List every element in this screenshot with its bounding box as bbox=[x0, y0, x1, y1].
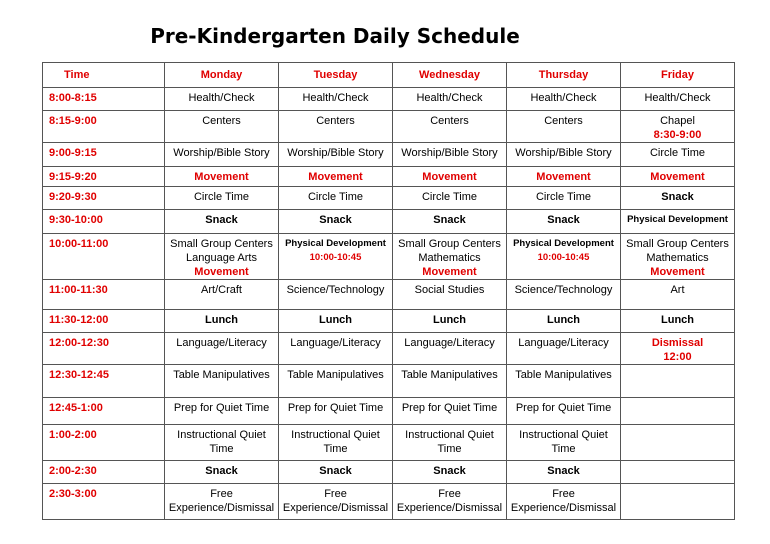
time-label: 9:00-9:15 bbox=[49, 147, 97, 159]
activity-line: Worship/Bible Story bbox=[401, 147, 498, 159]
activity-line: Movement bbox=[422, 266, 477, 278]
activity-line: Snack bbox=[433, 465, 466, 477]
activity-line: Worship/Bible Story bbox=[287, 147, 384, 159]
activity-line: Dismissal bbox=[651, 337, 704, 349]
schedule-cell bbox=[279, 461, 393, 484]
time-cell bbox=[43, 461, 165, 484]
schedule-cell bbox=[507, 280, 621, 310]
activity-line: Instructional Quiet bbox=[519, 429, 608, 441]
activity-line: Instructional Quiet bbox=[405, 429, 494, 441]
schedule-cell bbox=[507, 461, 621, 484]
activity-line: Language/Literacy bbox=[404, 337, 495, 349]
header-thursday: Thursday bbox=[507, 63, 621, 88]
table-row bbox=[43, 143, 735, 167]
time-label: 12:00-12:30 bbox=[49, 337, 109, 349]
table-row bbox=[43, 425, 735, 461]
time-cell bbox=[43, 167, 165, 187]
activity-line: Worship/Bible Story bbox=[173, 147, 270, 159]
page-title: Pre-Kindergarten Daily Schedule bbox=[150, 24, 520, 48]
schedule-cell bbox=[165, 333, 279, 365]
schedule-cell bbox=[165, 187, 279, 210]
time-label: 11:30-12:00 bbox=[49, 314, 109, 326]
schedule-cell bbox=[621, 365, 735, 398]
schedule-cell bbox=[393, 484, 507, 520]
schedule-cell bbox=[507, 143, 621, 167]
table-row bbox=[43, 310, 735, 333]
schedule-cell bbox=[507, 310, 621, 333]
schedule-cell bbox=[507, 333, 621, 365]
activity-line: Science/Technology bbox=[286, 284, 385, 296]
schedule-cell bbox=[165, 461, 279, 484]
schedule-cell bbox=[507, 88, 621, 111]
activity-line: Movement bbox=[536, 171, 591, 183]
activity-line: Experience/Dismissal bbox=[396, 502, 503, 514]
time-label: 11:00-11:30 bbox=[49, 284, 108, 296]
time-label: 10:00-11:00 bbox=[49, 238, 109, 250]
activity-line: Movement bbox=[194, 171, 249, 183]
time-cell bbox=[43, 234, 165, 280]
schedule-cell bbox=[507, 210, 621, 234]
activity-line: Movement bbox=[308, 171, 363, 183]
activity-line: Small Group Centers bbox=[398, 238, 501, 250]
activity-line: Snack bbox=[547, 214, 580, 226]
table-row bbox=[43, 88, 735, 111]
schedule-cell bbox=[621, 210, 735, 234]
activity-line: 12:00 bbox=[663, 351, 692, 363]
table-row bbox=[43, 111, 735, 143]
table-row bbox=[43, 484, 735, 520]
schedule-cell bbox=[165, 310, 279, 333]
schedule-cell bbox=[279, 88, 393, 111]
activity-line: Lunch bbox=[547, 314, 580, 326]
schedule-cell bbox=[279, 333, 393, 365]
schedule-cell bbox=[507, 425, 621, 461]
activity-line: Movement bbox=[650, 266, 705, 278]
activity-line: Experience/Dismissal bbox=[282, 502, 389, 514]
activity-line: Physical Development bbox=[285, 238, 386, 249]
schedule-body bbox=[43, 88, 735, 520]
activity-line: Language/Literacy bbox=[176, 337, 267, 349]
table-row bbox=[43, 210, 735, 234]
activity-line: Snack bbox=[319, 214, 352, 226]
time-cell bbox=[43, 425, 165, 461]
activity-line: Physical Development bbox=[627, 214, 728, 225]
activity-line: Table Manipulatives bbox=[173, 369, 270, 381]
schedule-cell bbox=[621, 88, 735, 111]
activity-line: Movement bbox=[422, 171, 477, 183]
activity-line: Snack bbox=[661, 191, 694, 203]
schedule-cell bbox=[507, 365, 621, 398]
activity-line: Free bbox=[552, 488, 575, 500]
activity-line: Physical Development bbox=[513, 238, 614, 249]
schedule-cell bbox=[507, 167, 621, 187]
schedule-cell bbox=[621, 398, 735, 425]
schedule-cell bbox=[507, 111, 621, 143]
schedule-cell bbox=[279, 210, 393, 234]
schedule-cell bbox=[165, 88, 279, 111]
schedule-cell bbox=[507, 187, 621, 210]
schedule-cell bbox=[279, 484, 393, 520]
schedule-cell bbox=[393, 365, 507, 398]
time-label: 12:30-12:45 bbox=[49, 369, 109, 381]
activity-line: Movement bbox=[650, 171, 705, 183]
schedule-cell bbox=[621, 425, 735, 461]
activity-line: Social Studies bbox=[414, 284, 485, 296]
activity-line: Language/Literacy bbox=[518, 337, 609, 349]
activity-line: Science/Technology bbox=[514, 284, 613, 296]
schedule-cell bbox=[393, 167, 507, 187]
activity-line: Table Manipulatives bbox=[401, 369, 498, 381]
schedule-cell bbox=[165, 167, 279, 187]
activity-line: Circle Time bbox=[649, 147, 705, 159]
time-cell bbox=[43, 333, 165, 365]
schedule-table bbox=[42, 62, 735, 520]
activity-line: Instructional Quiet bbox=[177, 429, 266, 441]
activity-line: Chapel bbox=[660, 115, 695, 127]
time-cell bbox=[43, 88, 165, 111]
time-cell bbox=[43, 484, 165, 520]
table-row bbox=[43, 167, 735, 187]
time-label: 1:00-2:00 bbox=[49, 429, 97, 441]
schedule-cell bbox=[165, 234, 279, 280]
activity-line: Centers bbox=[430, 115, 469, 127]
schedule-cell bbox=[393, 111, 507, 143]
schedule-cell bbox=[393, 398, 507, 425]
activity-line: 10:00-10:45 bbox=[309, 252, 362, 263]
activity-line: Mathematics bbox=[646, 252, 709, 264]
table-row bbox=[43, 187, 735, 210]
activity-line: Free bbox=[210, 488, 233, 500]
table-row bbox=[43, 461, 735, 484]
activity-line: Language/Literacy bbox=[290, 337, 381, 349]
time-cell bbox=[43, 398, 165, 425]
time-cell bbox=[43, 111, 165, 143]
schedule-cell bbox=[279, 111, 393, 143]
schedule-cell bbox=[621, 280, 735, 310]
activity-line: Small Group Centers bbox=[170, 238, 273, 250]
schedule-cell bbox=[279, 310, 393, 333]
schedule-cell bbox=[621, 333, 735, 365]
schedule-cell bbox=[507, 234, 621, 280]
header-friday: Friday bbox=[621, 63, 735, 88]
activity-line: Art/Craft bbox=[201, 284, 242, 296]
activity-line: Health/Check bbox=[188, 92, 255, 104]
schedule-cell bbox=[279, 234, 393, 280]
time-label: 8:00-8:15 bbox=[49, 92, 97, 104]
activity-line: Circle Time bbox=[421, 191, 477, 203]
activity-line: Movement bbox=[194, 266, 249, 278]
time-label: 9:30-10:00 bbox=[49, 214, 103, 226]
activity-line: Time bbox=[437, 443, 462, 455]
schedule-cell bbox=[621, 310, 735, 333]
activity-line: 8:30-9:00 bbox=[653, 129, 702, 141]
time-label: 9:20-9:30 bbox=[49, 191, 97, 203]
table-row bbox=[43, 398, 735, 425]
activity-line: Centers bbox=[544, 115, 583, 127]
schedule-cell bbox=[507, 398, 621, 425]
schedule-cell bbox=[393, 425, 507, 461]
header-tuesday: Tuesday bbox=[279, 63, 393, 88]
schedule-cell bbox=[279, 365, 393, 398]
schedule-cell bbox=[165, 484, 279, 520]
schedule-cell bbox=[279, 143, 393, 167]
table-row bbox=[43, 365, 735, 398]
schedule-cell bbox=[393, 210, 507, 234]
schedule-cell bbox=[621, 484, 735, 520]
schedule-cell bbox=[279, 187, 393, 210]
activity-line: Snack bbox=[319, 465, 352, 477]
activity-line: Free bbox=[324, 488, 347, 500]
schedule-cell bbox=[621, 461, 735, 484]
activity-line: 10:00-10:45 bbox=[537, 252, 590, 263]
schedule-cell bbox=[165, 280, 279, 310]
activity-line: Time bbox=[551, 443, 576, 455]
schedule-cell bbox=[393, 88, 507, 111]
activity-line: Small Group Centers bbox=[626, 238, 729, 250]
activity-line: Health/Check bbox=[416, 92, 483, 104]
schedule-cell bbox=[393, 280, 507, 310]
activity-line: Prep for Quiet Time bbox=[287, 402, 384, 414]
activity-line: Mathematics bbox=[418, 252, 481, 264]
schedule-cell bbox=[507, 484, 621, 520]
schedule-cell bbox=[621, 111, 735, 143]
activity-line: Time bbox=[323, 443, 348, 455]
activity-line: Lunch bbox=[319, 314, 352, 326]
schedule-cell bbox=[165, 210, 279, 234]
activity-line: Prep for Quiet Time bbox=[173, 402, 270, 414]
header-monday: Monday bbox=[165, 63, 279, 88]
time-cell bbox=[43, 280, 165, 310]
activity-line: Table Manipulatives bbox=[287, 369, 384, 381]
activity-line: Art bbox=[670, 284, 685, 296]
schedule-cell bbox=[621, 143, 735, 167]
activity-line: Table Manipulatives bbox=[515, 369, 612, 381]
activity-line: Lunch bbox=[433, 314, 466, 326]
activity-line: Prep for Quiet Time bbox=[515, 402, 612, 414]
time-cell bbox=[43, 310, 165, 333]
activity-line: Health/Check bbox=[644, 92, 711, 104]
table-row bbox=[43, 234, 735, 280]
activity-line: Health/Check bbox=[530, 92, 597, 104]
time-label: 8:15-9:00 bbox=[49, 115, 97, 127]
time-label: 2:00-2:30 bbox=[49, 465, 97, 477]
schedule-cell bbox=[393, 310, 507, 333]
schedule-cell bbox=[165, 398, 279, 425]
activity-line: Worship/Bible Story bbox=[515, 147, 612, 159]
schedule-cell bbox=[393, 461, 507, 484]
activity-line: Instructional Quiet bbox=[291, 429, 380, 441]
activity-line: Centers bbox=[202, 115, 241, 127]
time-label: 9:15-9:20 bbox=[49, 171, 97, 183]
activity-line: Language Arts bbox=[186, 252, 257, 264]
time-cell bbox=[43, 210, 165, 234]
schedule-cell bbox=[165, 111, 279, 143]
activity-line: Lunch bbox=[205, 314, 238, 326]
activity-line: Snack bbox=[205, 214, 238, 226]
schedule-cell bbox=[621, 167, 735, 187]
schedule-cell bbox=[279, 167, 393, 187]
schedule-cell bbox=[279, 280, 393, 310]
schedule-cell bbox=[165, 143, 279, 167]
time-label: 2:30-3:00 bbox=[49, 488, 97, 500]
activity-line: Experience/Dismissal bbox=[168, 502, 275, 514]
activity-line: Free bbox=[438, 488, 461, 500]
header-time: Time bbox=[43, 63, 165, 88]
activity-line: Prep for Quiet Time bbox=[401, 402, 498, 414]
time-cell bbox=[43, 143, 165, 167]
activity-line: Circle Time bbox=[193, 191, 249, 203]
table-row bbox=[43, 333, 735, 365]
time-label: 12:45-1:00 bbox=[49, 402, 103, 414]
time-cell bbox=[43, 365, 165, 398]
header-wednesday: Wednesday bbox=[393, 63, 507, 88]
activity-line: Centers bbox=[316, 115, 355, 127]
time-cell bbox=[43, 187, 165, 210]
schedule-cell bbox=[165, 425, 279, 461]
schedule-cell bbox=[621, 187, 735, 210]
activity-line: Circle Time bbox=[535, 191, 591, 203]
activity-line: Snack bbox=[205, 465, 238, 477]
activity-line: Snack bbox=[433, 214, 466, 226]
schedule-cell bbox=[393, 234, 507, 280]
activity-line: Snack bbox=[547, 465, 580, 477]
activity-line: Circle Time bbox=[307, 191, 363, 203]
schedule-cell bbox=[621, 234, 735, 280]
table-row bbox=[43, 280, 735, 310]
schedule-cell bbox=[393, 333, 507, 365]
schedule-cell bbox=[393, 187, 507, 210]
activity-line: Lunch bbox=[661, 314, 694, 326]
schedule-cell bbox=[279, 425, 393, 461]
activity-line: Experience/Dismissal bbox=[510, 502, 617, 514]
activity-line: Health/Check bbox=[302, 92, 369, 104]
activity-line: Time bbox=[209, 443, 234, 455]
schedule-cell bbox=[279, 398, 393, 425]
header-row bbox=[43, 63, 735, 88]
schedule-cell bbox=[165, 365, 279, 398]
schedule-cell bbox=[393, 143, 507, 167]
